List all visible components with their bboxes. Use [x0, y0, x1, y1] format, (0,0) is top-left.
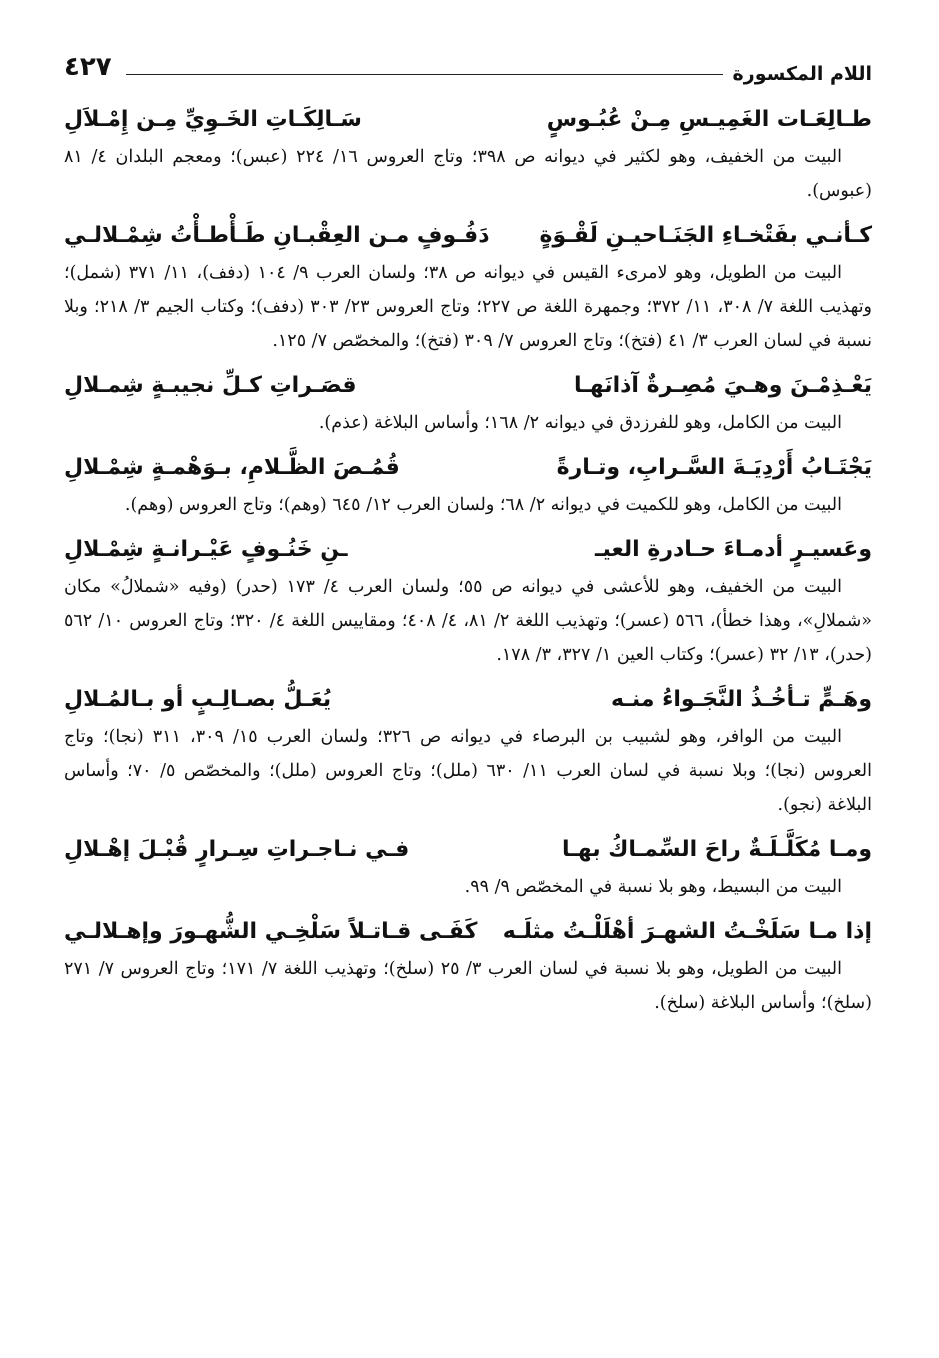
verse-second-hemistich: دَفُـوفٍ مـن العِقْبـانِ طَـأْطـأْتُ شِمْـلالـي — [64, 223, 490, 248]
verse-second-hemistich: قصَـراتِ كـلِّ نجيبـةٍ شِمـلالِ — [64, 373, 357, 398]
verse — [64, 366, 872, 406]
verse-second-hemistich: ـنِ خَنُـوفٍ عَيْـرانـةٍ شِمْـلالِ — [64, 537, 348, 562]
verse-source-note: البيت من الكامل، وهو للفرزدق في ديوانه ٢/ ١٦٨؛ وأساس البلاغة (عذم). — [318, 413, 842, 433]
running-title: اللام المكسورة — [732, 63, 872, 85]
verse-source-note: البيت من البسيط، وهو بلا نسبة في المخصّص ٩/ ٩٩. — [464, 877, 842, 897]
verse-source-note: البيت من الخفيف، وهو للأعشى في ديوانه ص ٥٥؛ ولسان العرب ٤/ ١٧٣ (حدر) (وفيه «شملالُ» مكان «شملالِ»، وهذا خطأ)، ٥٦٦ (عسر)؛ وتهذيب اللغة ٢/ ٨١، ٤/ ٤٠٨؛ ومقاييس اللغة ٤/ ٣٢٠؛ وتاج العروس ١٠/ ٥٦٢ (حدر)، ١٣/ ٣٢ (عسر)؛ وكتاب العين ١/ ٣٢٧، ٣/ ١٧٨. — [64, 577, 872, 665]
entry — [64, 680, 872, 822]
verse — [64, 830, 872, 870]
entry — [64, 912, 872, 1020]
entry — [64, 830, 872, 904]
verse-first-hemistich: طـالِعَـات الغَمِيـسِ مِـنْ عُبُـوسٍ — [546, 107, 872, 132]
verse-first-hemistich: يَعْـذِمْـنَ وهـيَ مُصِـرةٌ آذانَهـا — [574, 373, 872, 398]
verse-second-hemistich: قُمُـصَ الظَّـلامِ، بـوَهْمـةٍ شِمْـلالِ — [64, 455, 400, 480]
verse — [64, 448, 872, 488]
verse-source-note: البيت من الوافر، وهو لشبيب بن البرصاء في ديوانه ص ٣٢٦؛ ولسان العرب ١٥/ ٣٠٩، ٣١١ (نجا)؛ وتاج العروس (نجا)؛ وبلا نسبة في لسان العرب ١١/ ٦٣٠ (ملل)؛ وتاج العروس (ملل)؛ والمخصّص ٥/ ٧٠؛ وأساس البلاغة (نجو). — [64, 727, 872, 815]
verse-second-hemistich: سَـالِكَـاتِ الخَـوِيِّ مِـن إِمْـلاَلِ — [64, 107, 362, 132]
verse-source-note: البيت من الطويل، وهو بلا نسبة في لسان العرب ٣/ ٢٥ (سلخ)؛ وتهذيب اللغة ٧/ ١٧١؛ وتاج العروس ٧/ ٢٧١ (سلخ)؛ وأساس البلاغة (سلخ). — [64, 959, 872, 1013]
verse-first-hemistich: وهَـمٍّ تـأخُـذُ النَّجَـواءُ منـه — [610, 687, 872, 712]
verse-second-hemistich: فـي نـاجـراتِ سِـرارٍ قُبْـلَ إهْـلالِ — [64, 837, 410, 862]
verse — [64, 216, 872, 256]
verse — [64, 530, 872, 570]
verse-source-note: البيت من الطويل، وهو لامرىء القيس في ديوانه ص ٣٨؛ ولسان العرب ٩/ ١٠٤ (دفف)، ١١/ ٣٧١ (شمل)؛ وتهذيب اللغة ٧/ ٣٠٨، ١١/ ٣٧٢؛ وجمهرة اللغة ص ٢٢٧؛ وتاج العروس ٢٣/ ٣٠٣ (دفف)؛ وكتاب الجيم ٣/ ٢١٨؛ وبلا نسبة في لسان العرب ٣/ ٤١ (فتخ)؛ وتاج العروس ٧/ ٣٠٩ (فتخ)؛ والمخصّص ٧/ ١٢٥. — [64, 263, 873, 351]
verse-first-hemistich: ومـا مُكَلَّـلَـةٌ راحَ السِّمـاكُ بهـا — [562, 837, 872, 862]
verse-source-note: البيت من الكامل، وهو للكميت في ديوانه ٢/ ٦٨؛ ولسان العرب ١٢/ ٦٤٥ (وهم)؛ وتاج العروس (وهم). — [124, 495, 842, 515]
page — [64, 40, 872, 1330]
verse — [64, 912, 872, 952]
verse — [64, 680, 872, 720]
page-header — [64, 40, 872, 86]
verse-second-hemistich: كَفَـى قـاتـلاً سَلْخِـي الشُّهـورَ وإهـلالـي — [64, 919, 478, 944]
entry — [64, 366, 872, 440]
verse — [64, 100, 872, 140]
verse-first-hemistich: إذا مـا سَلَخْـتُ الشهـرَ أهْلَلْـتُ مثلَـه — [502, 919, 872, 944]
verse-source-note: البيت من الخفيف، وهو لكثير في ديوانه ص ٣٩٨؛ وتاج العروس ١٦/ ٢٢٤ (عبس)؛ ومعجم البلدان ٤/ ٨١ (عبوس). — [64, 147, 872, 201]
entries — [64, 100, 872, 1020]
page-number: ٤٢٧ — [64, 52, 112, 82]
entry — [64, 100, 872, 208]
verse-first-hemistich: كـأنـي بفَتْخـاءِ الجَنَـاحيـنِ لَقْـوَةٍ — [539, 223, 872, 248]
verse-first-hemistich: يَجْتَـابُ أَرْدِيَـةَ السَّـرابِ، وتـارةً — [556, 455, 872, 480]
verse-second-hemistich: يُعَـلُّ بصـالِـبٍ أو بـالمُـلالِ — [64, 687, 332, 712]
entry — [64, 216, 872, 358]
header-rule — [126, 74, 723, 75]
entry — [64, 530, 872, 672]
entry — [64, 448, 872, 522]
verse-first-hemistich: وعَسيـرٍ أدمـاءَ حـادرةِ العيـ — [594, 537, 872, 562]
